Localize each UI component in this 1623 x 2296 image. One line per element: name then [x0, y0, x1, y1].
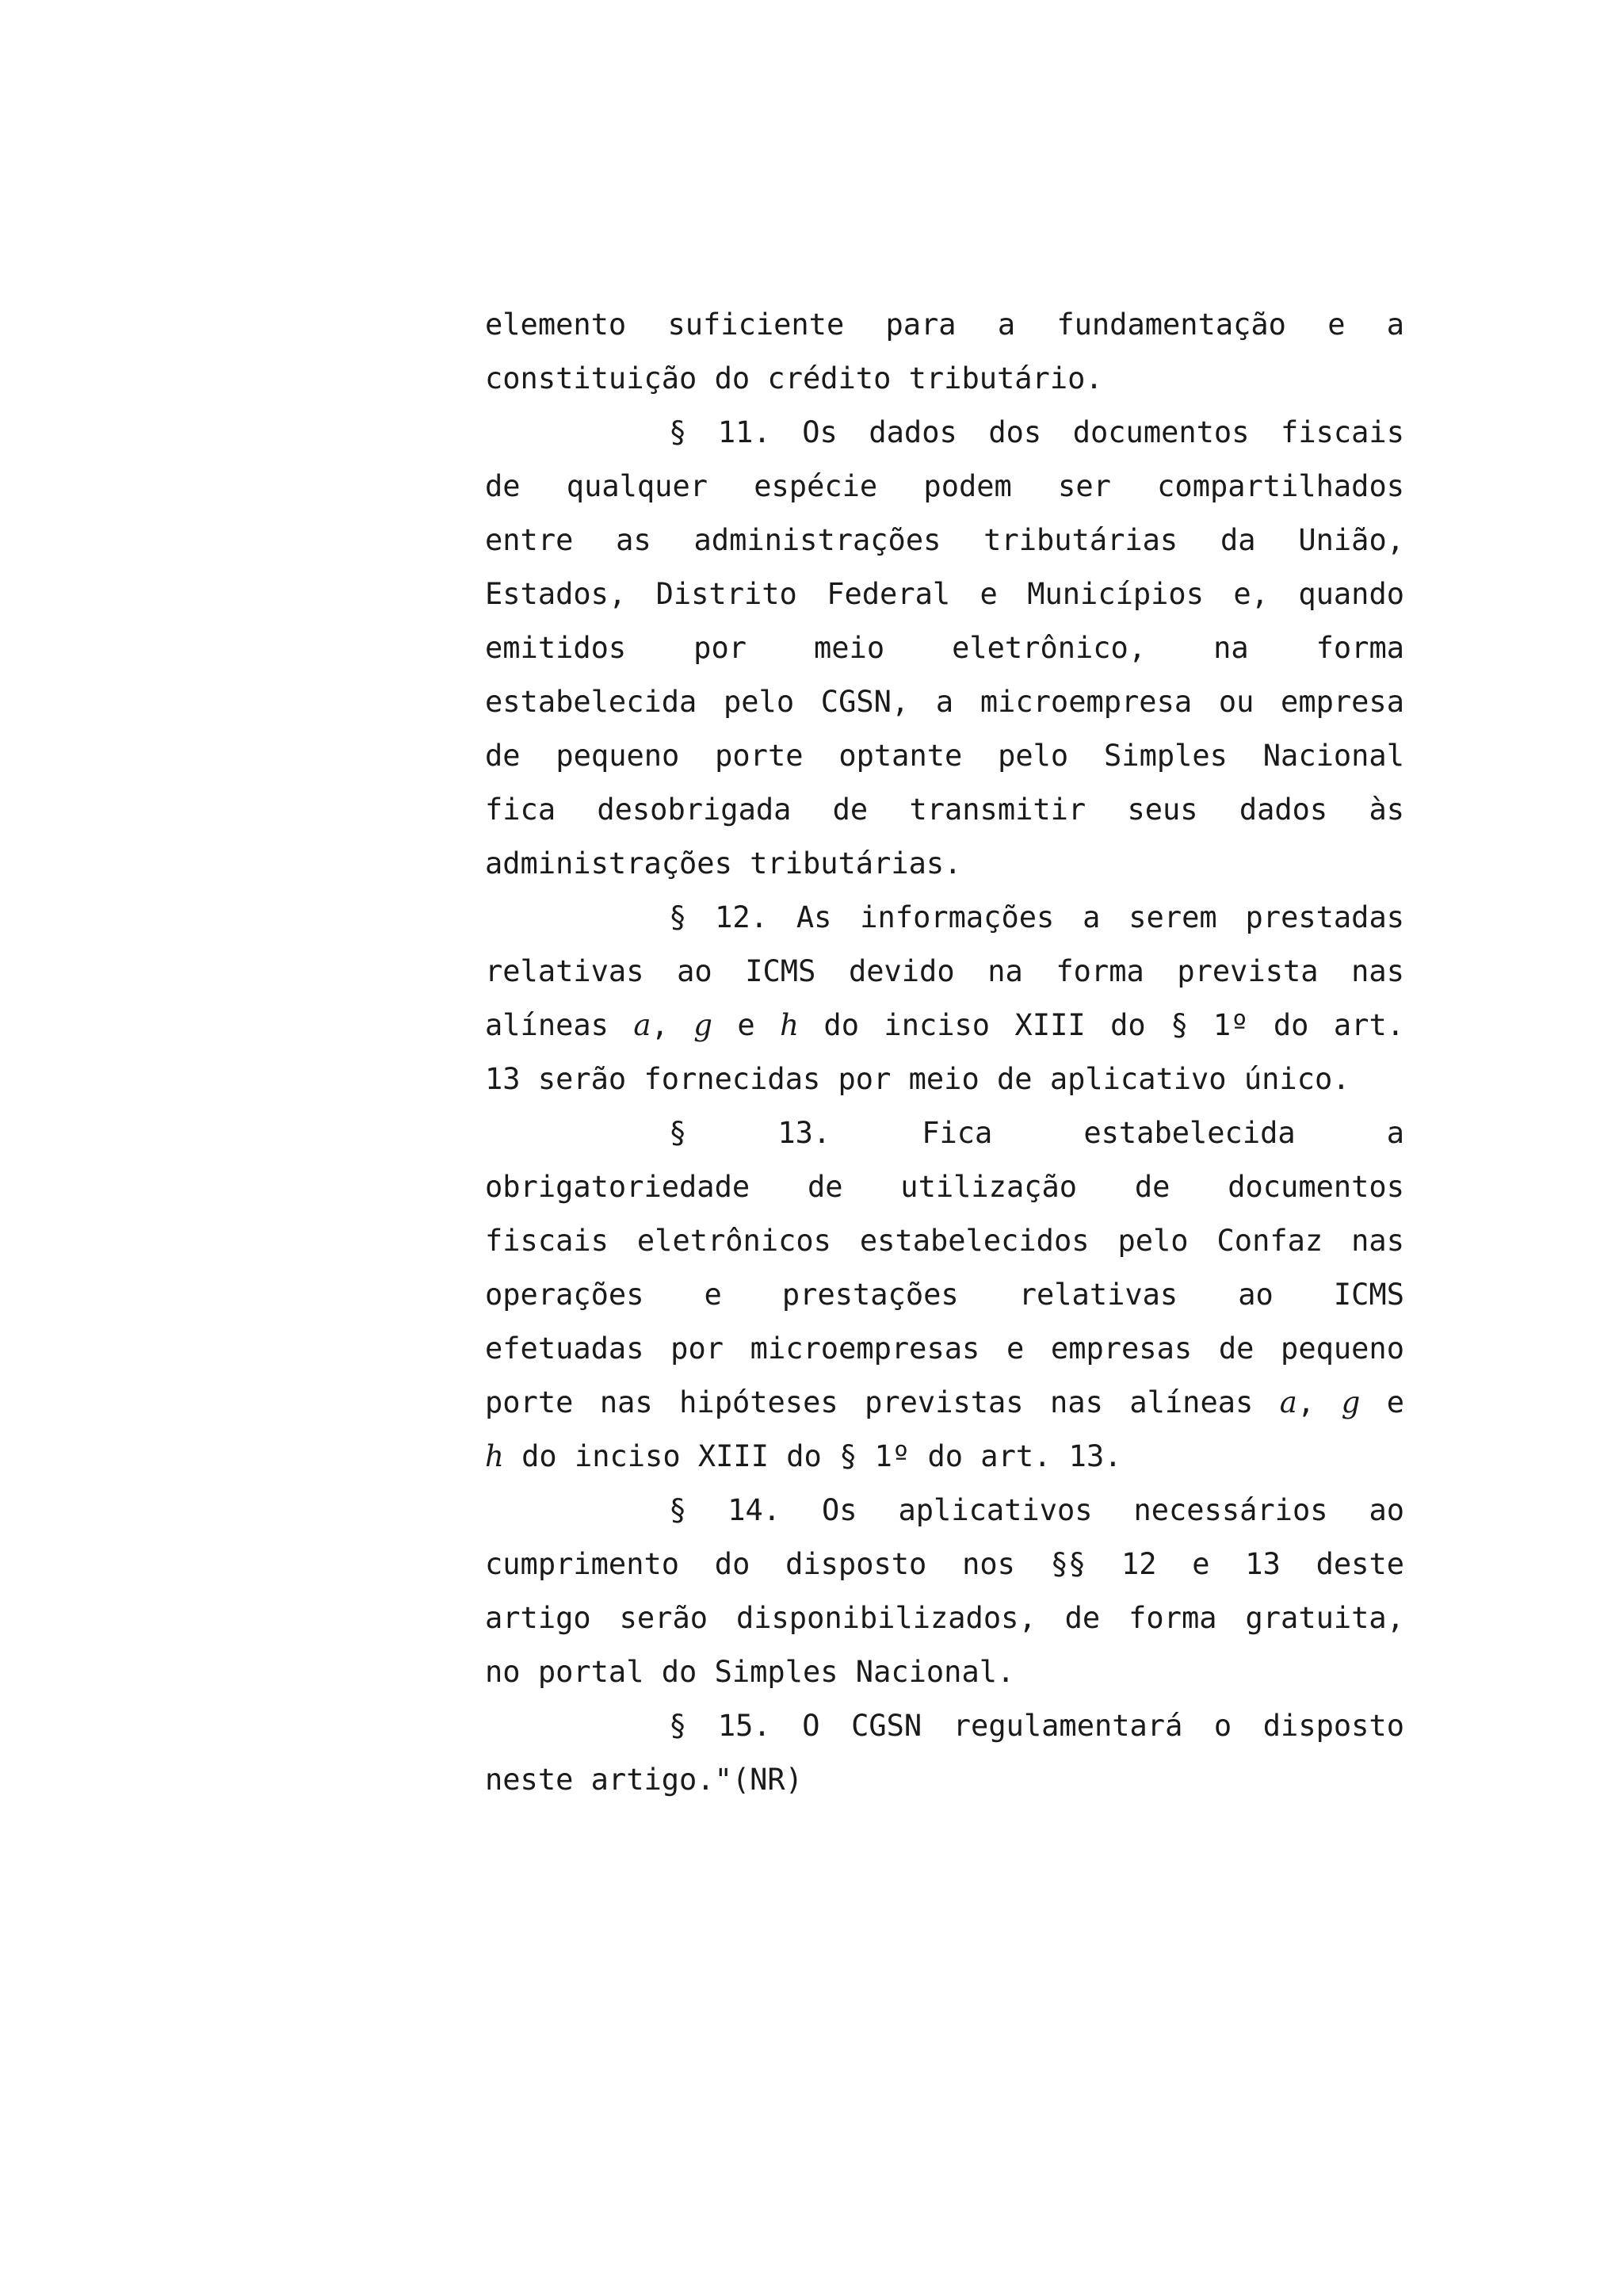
text-line-mixed — [485, 999, 1404, 1052]
italic-letter: a — [633, 1008, 651, 1042]
text-segment: alíneas — [485, 1008, 634, 1042]
italic-letter: a — [1279, 1385, 1297, 1419]
text-line: no portal do Simples Nacional. — [485, 1655, 1015, 1689]
text-line: estabelecida pelo CGSN, a microempresa ou empresa — [485, 685, 1404, 719]
text-line-mixed — [485, 1430, 1404, 1484]
paragraph-heading-line: § 15. O CGSN regulamentará o disposto — [669, 1709, 1404, 1743]
text-line: Estados, Distrito Federal e Municípios e, quando — [485, 577, 1404, 611]
text-line: de pequeno porte optante pelo Simples Nacional — [485, 739, 1404, 773]
paragraph-heading-line: § 11. Os dados dos documentos fiscais — [669, 415, 1404, 449]
paragraph-11 — [485, 406, 1404, 891]
text-segment: porte nas hipóteses previstas nas alíneas — [485, 1385, 1280, 1419]
text-line: entre as administrações tributárias da União, — [485, 523, 1404, 557]
text-segment: , — [1296, 1385, 1342, 1419]
italic-letter: h — [485, 1439, 504, 1473]
text-line: emitidos por meio eletrônico, na forma — [485, 631, 1404, 665]
paragraph-continuation — [485, 298, 1404, 406]
text-segment: do inciso XIII do § 1º do art. — [798, 1008, 1404, 1042]
text-line: de qualquer espécie podem ser compartilhados — [485, 469, 1404, 503]
paragraph-14 — [485, 1484, 1404, 1699]
paragraph-heading-line: § 14. Os aplicativos necessários ao — [669, 1493, 1404, 1527]
paragraph-13 — [485, 1106, 1404, 1484]
text-segment: , — [651, 1008, 694, 1042]
text-line: constituição do crédito tributário. — [485, 361, 1103, 395]
text-line: elemento suficiente para a fundamentação e a — [485, 308, 1404, 342]
text-line: neste artigo."(NR) — [485, 1763, 803, 1797]
paragraph-15 — [485, 1699, 1404, 1807]
text-line: relativas ao ICMS devido na forma prevista nas — [485, 954, 1404, 988]
text-line: fiscais eletrônicos estabelecidos pelo Confaz nas — [485, 1224, 1404, 1258]
text-line: administrações tributárias. — [485, 846, 962, 881]
text-segment: e — [1360, 1385, 1404, 1419]
text-segment: e — [712, 1008, 781, 1042]
text-line-mixed — [485, 1376, 1404, 1430]
body-text — [485, 298, 1404, 1807]
text-line: efetuadas por microempresas e empresas de pequeno — [485, 1331, 1404, 1366]
text-line: obrigatoriedade de utilização de documentos — [485, 1170, 1404, 1204]
italic-letter: h — [780, 1008, 799, 1042]
text-line: cumprimento do disposto nos §§ 12 e 13 deste — [485, 1547, 1404, 1581]
paragraph-heading-line: § 12. As informações a serem prestadas — [669, 900, 1404, 934]
text-line: 13 serão fornecidas por meio de aplicativo único. — [485, 1062, 1350, 1096]
paragraph-heading-line: § 13. Fica estabelecida a — [669, 1116, 1404, 1150]
text-line: artigo serão disponibilizados, de forma gratuita, — [485, 1601, 1404, 1635]
paragraph-12 — [485, 891, 1404, 1106]
text-segment: do inciso XIII do § 1º do art. 13. — [503, 1439, 1122, 1473]
text-line: operações e prestações relativas ao ICMS — [485, 1278, 1404, 1312]
italic-letter: g — [693, 1008, 712, 1042]
italic-letter: g — [1341, 1385, 1361, 1419]
text-line: fica desobrigada de transmitir seus dados às — [485, 793, 1404, 827]
